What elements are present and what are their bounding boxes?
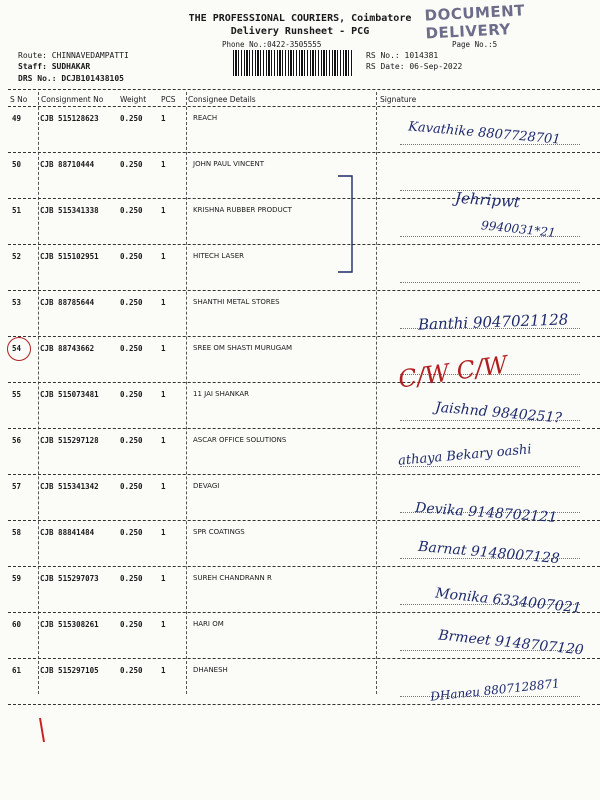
row-sno: 57 — [12, 482, 22, 491]
route: Route: CHINNAVEDAMPATTI — [18, 51, 129, 60]
row-pcs: 1 — [161, 666, 166, 675]
row-sno: 56 — [12, 436, 22, 445]
row-divider — [8, 612, 600, 613]
row-weight: 0.250 — [120, 344, 143, 353]
divider-sno — [38, 92, 39, 694]
col-weight: Weight — [120, 95, 147, 104]
row-sno: 60 — [12, 620, 22, 629]
circled-entry-54 — [7, 337, 31, 361]
row-consignment-number: CJB 515341338 — [40, 206, 99, 215]
row-consignee: DHANESH — [193, 666, 228, 674]
header-divider — [8, 89, 600, 90]
row-consignment-number: CJB 515297128 — [40, 436, 99, 445]
divider-signature — [376, 92, 377, 694]
row-divider — [8, 658, 600, 659]
row-sno: 55 — [12, 390, 22, 399]
row-divider — [8, 382, 600, 383]
row-divider — [8, 428, 600, 429]
row-consignment-number: CJB 88743662 — [40, 344, 95, 353]
row-pcs: 1 — [161, 298, 166, 307]
signature-line — [400, 282, 580, 283]
row-weight: 0.250 — [120, 298, 143, 307]
rs-number: RS No.: 1014381 — [366, 51, 439, 60]
row-consignment-number: CJB 515128623 — [40, 114, 99, 123]
row-pcs: 1 — [161, 252, 166, 261]
row-consignment-number: CJB 88841484 — [40, 528, 95, 537]
col-consignment: Consignment No — [41, 95, 104, 104]
row-consignment-number: CJB 88710444 — [40, 160, 95, 169]
row-consignee: KRISHNA RUBBER PRODUCT — [193, 206, 292, 214]
row-pcs: 1 — [161, 114, 166, 123]
row-consignment-number: CJB 515297105 — [40, 666, 99, 675]
row-divider — [8, 290, 600, 291]
signature-row-49: Kavathike 8807728701 — [407, 119, 562, 148]
row-weight: 0.250 — [120, 528, 143, 537]
drs-number: DRS No.: DCJB101438105 — [18, 74, 124, 83]
signature-row-59: Monika 6334007021 — [434, 585, 583, 617]
col-sno: S No — [10, 95, 28, 104]
row-weight: 0.250 — [120, 252, 143, 261]
title-line-2: Delivery Runsheet - PCG — [230, 26, 370, 37]
row-consignee: ASCAR OFFICE SOLUTIONS — [193, 436, 287, 444]
col-pcs: PCS — [161, 95, 176, 104]
row-consignee: SREE OM SHASTI MURUGAM — [193, 344, 293, 352]
row-consignment-number: CJB 515341342 — [40, 482, 99, 491]
signature-row-60: Brmeet 9148707120 — [437, 627, 585, 659]
row-sno: 51 — [12, 206, 22, 215]
row-pcs: 1 — [161, 620, 166, 629]
row-pcs: 1 — [161, 574, 166, 583]
row-weight: 0.250 — [120, 114, 143, 123]
row-weight: 0.250 — [120, 620, 143, 629]
row-consignee: SHANTHI METAL STORES — [193, 298, 280, 306]
row-weight: 0.250 — [120, 390, 143, 399]
row-weight: 0.250 — [120, 666, 143, 675]
divider-consignee — [186, 92, 187, 694]
row-sno: 49 — [12, 114, 22, 123]
row-sno: 59 — [12, 574, 22, 583]
row-pcs: 1 — [161, 390, 166, 399]
row-divider — [8, 704, 600, 705]
page-number: Page No.:5 — [452, 40, 498, 49]
row-consignee: DEVAGI — [193, 482, 220, 490]
bracket-mark — [330, 172, 360, 276]
row-pcs: 1 — [161, 482, 166, 491]
row-weight: 0.250 — [120, 482, 143, 491]
row-pcs: 1 — [161, 436, 166, 445]
row-consignment-number: CJB 515102951 — [40, 252, 99, 261]
row-divider — [8, 336, 600, 337]
signature-row-56: athaya Bekary oashi — [397, 442, 533, 469]
row-divider — [8, 474, 600, 475]
row-consignment-number: CJB 515308261 — [40, 620, 99, 629]
signature-row-55: Jaishnd 9840251? — [434, 399, 563, 427]
document-delivery-stamp: DOCUMENT DELIVERY — [424, 1, 526, 43]
document-title — [150, 12, 450, 38]
column-header-divider — [8, 106, 600, 107]
signature-row-51-name: Jehripwt — [454, 188, 521, 212]
row-divider — [8, 152, 600, 153]
row-pcs: 1 — [161, 160, 166, 169]
row-sno: 61 — [12, 666, 22, 675]
row-pcs: 1 — [161, 344, 166, 353]
cw-mark-row-54: C/W C/W — [396, 350, 510, 394]
signature-row-58: Barnat 9148007128 — [417, 538, 561, 568]
row-sno: 58 — [12, 528, 22, 537]
row-consignment-number: CJB 88785644 — [40, 298, 95, 307]
row-sno: 54 — [12, 344, 22, 353]
row-consignee: SUREH CHANDRANN R — [193, 574, 272, 582]
row-sno: 50 — [12, 160, 22, 169]
row-divider — [8, 244, 600, 245]
col-consignee: Consignee Details — [188, 95, 256, 104]
row-sno: 53 — [12, 298, 22, 307]
col-signature: Signature — [380, 95, 417, 104]
row-consignee: SPR COATINGS — [193, 528, 245, 536]
staff: Staff: SUDHAKAR — [18, 62, 91, 71]
title-line-1: THE PROFESSIONAL COURIERS, Coimbatore — [188, 13, 412, 24]
signature-row-53: Banthi 9047021128 — [417, 310, 569, 334]
red-tick-mark — [36, 716, 48, 746]
row-pcs: 1 — [161, 528, 166, 537]
row-pcs: 1 — [161, 206, 166, 215]
row-consignment-number: CJB 515297073 — [40, 574, 99, 583]
row-consignment-number: CJB 515073481 — [40, 390, 99, 399]
row-consignee: HITECH LASER — [193, 252, 244, 260]
row-weight: 0.250 — [120, 574, 143, 583]
rs-date: RS Date: 06-Sep-2022 — [366, 62, 463, 71]
row-divider — [8, 566, 600, 567]
barcode — [233, 50, 353, 76]
phone-number: Phone No.:0422-3505555 — [222, 40, 322, 49]
row-weight: 0.250 — [120, 436, 143, 445]
row-consignee: 11 JAI SHANKAR — [193, 390, 250, 398]
row-consignee: HARI OM — [193, 620, 224, 628]
signature-row-61: DHaneu 8807128871 — [429, 676, 561, 704]
row-consignee: JOHN PAUL VINCENT — [193, 160, 265, 168]
signature-row-57: Devika 9148702121 — [414, 500, 558, 526]
signature-row-51-phone: 9940031*21 — [480, 218, 557, 240]
row-consignee: REACH — [193, 114, 218, 122]
row-weight: 0.250 — [120, 206, 143, 215]
row-sno: 52 — [12, 252, 22, 261]
row-weight: 0.250 — [120, 160, 143, 169]
